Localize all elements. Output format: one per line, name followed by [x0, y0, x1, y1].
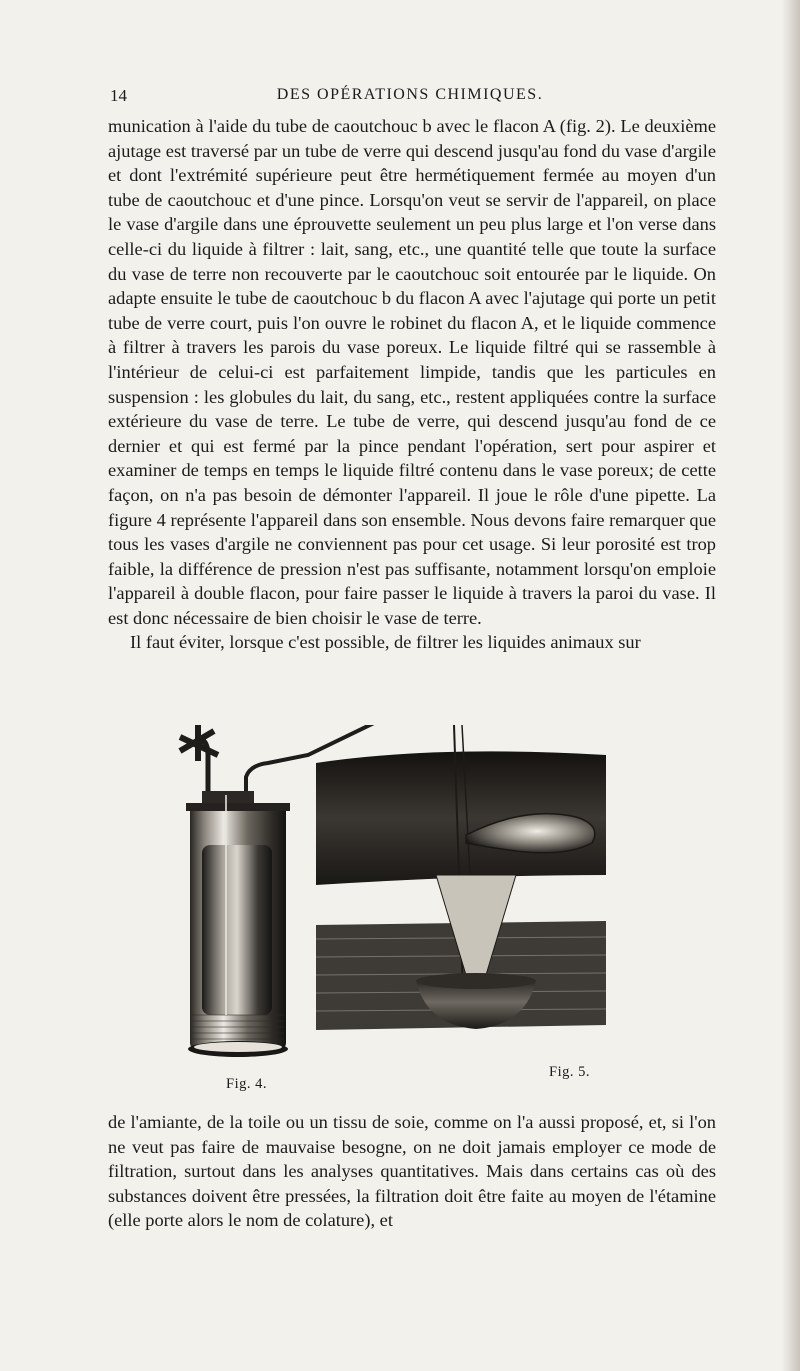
figure-5-caption: Fig. 5.: [549, 1064, 590, 1080]
paragraph: de l'amiante, de la toile ou un tissu de soie, comme on l'a aussi proposé, et, si l'on ne veut pas faire de mauvaise besogne, on ne doit jamais employer ce mode de filtration, surtout dans les analyses quantitatives. Mais dans certains cas où des substances doivent être pressées, la filtration doit être faite au moyen de l'étamine (elle porte alors le nom de colature), et: [108, 1112, 716, 1231]
clamp-icon: [180, 725, 218, 761]
figure-5-apparatus: [316, 725, 606, 1055]
page-edge-shadow: [782, 0, 800, 1371]
main-text: [108, 114, 716, 655]
filtration-cloth-illustration: [316, 725, 606, 1055]
paragraph: munication à l'aide du tube de caoutchouc b avec le flacon A (fig. 2). Le deuxième ajutage est traversé par un tube de verre qui descend jusqu'au fond du vase d'argile et dont l'extrémité supérieure peut être hermétiquement fermée au moyen d'un tube de caoutchouc et d'une pince. Lorsqu'on veut se servir de l'appareil, on place le vase d'argile dans une éprouvette seulement un peu plus large et l'on verse dans celle-ci du liquide à filtrer : lait, sang, etc., une quantité telle que toute la surface du vase de terre non recouverte par le caoutchouc soit entourée par le liquide. On adapte ensuite le tube de caoutchouc b du flacon A avec l'ajutage qui porte un petit tube de verre court, puis l'on ouvre le robinet du flacon A, et le liquide commence à filtrer à travers les parois du vase poreux. Le liquide filtré qui se rassemble à l'intérieur de celui-ci est parfaitement limpide, tandis que les particules en suspension : les globules du lait, du sang, etc., restent appliquées contre la surface extérieure du vase de terre. Le tube de verre, qui descend jusqu'au fond de ce dernier et qui est fermé par la pince pendant l'opération, sert pour aspirer et examiner de temps en temps le liquide filtré contenu dans le vase poreux; de cette façon, on n'a pas besoin de démonter l'appareil. Il joue le rôle d'une pipette. La figure 4 représente l'appareil dans son ensemble. Nous devons faire remarquer que tous les vases d'argile ne conviennent pas pour cet usage. Si leur porosité est trop faible, la différence de pression n'est pas suffisante, notamment lorsqu'on emploie l'appareil à double flacon, pour faire passer le liquide à travers la paroi du vase. Il est donc nécessaire de bien choisir le vase de terre.: [108, 116, 716, 628]
continuation-text: [108, 1110, 716, 1233]
page-number: 14: [110, 86, 127, 105]
figure-4-caption: Fig. 4.: [226, 1076, 267, 1092]
running-title: DES OPÉRATIONS CHIMIQUES.: [276, 86, 544, 103]
page-header: [110, 86, 710, 110]
paragraph: Il faut éviter, lorsque c'est possible, de filtrer les liquides animaux sur: [130, 632, 641, 653]
